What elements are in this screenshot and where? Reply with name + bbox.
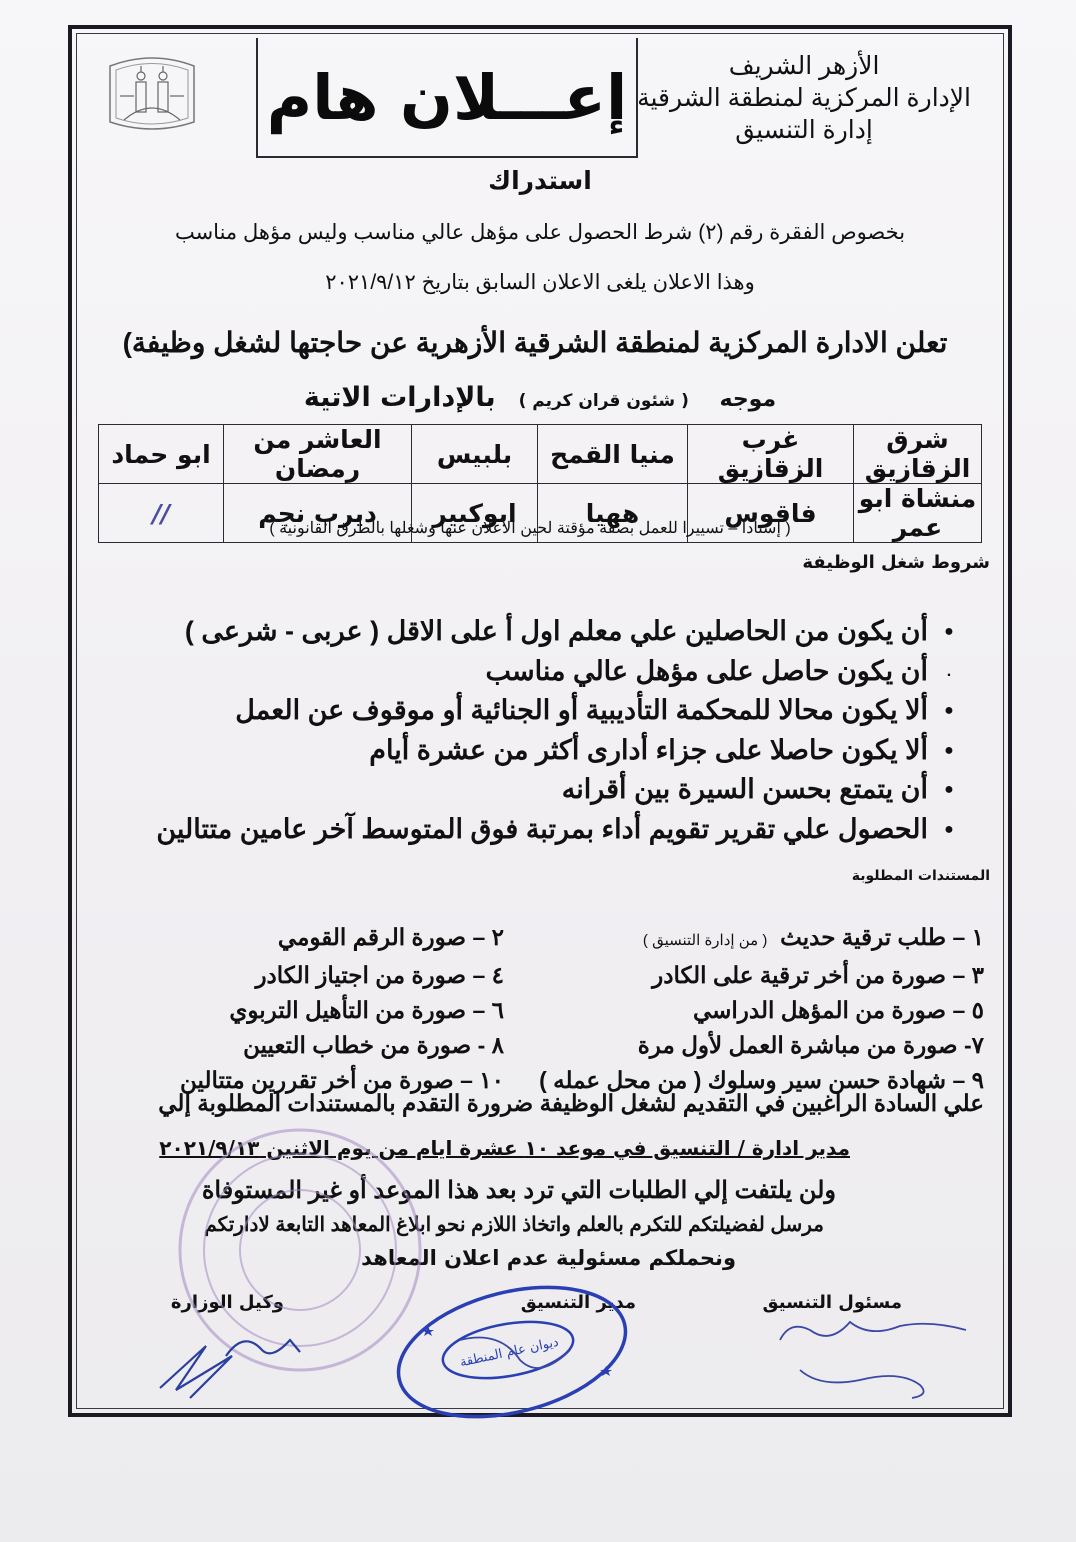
condition-text: أن يكون حاصل على مؤهل عالي مناسب bbox=[485, 655, 928, 686]
conditions-heading: شروط شغل الوظيفة bbox=[802, 552, 990, 573]
document-item: ٩ – شهادة حسن سير وسلوك ( من محل عمله ) bbox=[539, 1067, 984, 1093]
bullet-icon: . bbox=[946, 662, 952, 680]
condition-text: أن يتمتع بحسن السيرة بين أقرانه bbox=[561, 774, 928, 804]
document-item: ١٠ – صورة من أخر تقررين متتالين bbox=[180, 1067, 504, 1093]
list-item bbox=[136, 770, 956, 810]
list-item bbox=[104, 920, 984, 958]
svg-text:ديوان عام المنطقة: ديوان عام المنطقة bbox=[458, 1334, 561, 1371]
signature-label-coordinator: مسئول التنسيق bbox=[762, 1292, 902, 1313]
bullet-icon: ● bbox=[944, 820, 954, 838]
document-item: ٢ – صورة الرقم القومي bbox=[277, 924, 504, 950]
list-item bbox=[136, 691, 956, 731]
list-item bbox=[104, 958, 984, 993]
document-item: ٦ – صورة من التأهيل التربوي bbox=[229, 997, 504, 1023]
table-cell: ابو حماد bbox=[99, 425, 224, 484]
list-item bbox=[136, 652, 956, 692]
table-cell: ديرب نجم bbox=[224, 484, 412, 543]
correction-note: بخصوص الفقرة رقم (٢) شرط الحصول على مؤهل عالي مناسب وليس مؤهل مناسب bbox=[174, 221, 906, 244]
condition-text: ألا يكون محالا للمحكمة التأديبية أو الجنائية أو موقوف عن العمل bbox=[235, 695, 928, 725]
org-header bbox=[637, 50, 971, 146]
subtitle: استدراك bbox=[488, 166, 592, 195]
table-row bbox=[99, 425, 982, 484]
list-item bbox=[136, 612, 956, 652]
role-name: ( شئون قران كريم ) bbox=[518, 391, 689, 411]
org-line-central-admin: الإدارة المركزية لمنطقة الشرقية bbox=[637, 84, 971, 112]
late-applications-note: ولن يلتفت إلي الطلبات التي ترد بعد هذا الموعد أو غير المستوفاة bbox=[201, 1177, 836, 1204]
role-prefix: موجه bbox=[719, 387, 777, 412]
role-suffix: بالإدارات الاتية bbox=[303, 382, 496, 413]
list-item bbox=[104, 993, 984, 1028]
table-cell: ابوكبير bbox=[412, 484, 538, 543]
document-item: ١ – طلب ترقية حديث bbox=[780, 924, 984, 950]
table-cell: شرق الزقازيق bbox=[854, 425, 982, 484]
al-azhar-logo-icon bbox=[104, 52, 200, 134]
list-item bbox=[136, 810, 956, 850]
signature-label-director: مدير التنسيق bbox=[520, 1292, 636, 1313]
document-item: ٧- صورة من مباشرة العمل لأول مرة bbox=[637, 1032, 984, 1058]
document-item: ٤ – صورة من اجتياز الكادر bbox=[255, 962, 504, 988]
title-box bbox=[256, 38, 638, 158]
announcement-text: تعلن الادارة المركزية لمنطقة الشرقية الأزهرية عن حاجتها لشغل وظيفة) bbox=[122, 327, 948, 358]
bullet-icon: ● bbox=[944, 781, 954, 798]
document-item: ٣ – صورة من أخر ترقية على الكادر bbox=[652, 962, 984, 988]
signature-label-deputy: وكيل الوزارة bbox=[170, 1292, 284, 1313]
documents-heading: المستندات المطلوبة bbox=[851, 868, 990, 884]
table-cell: العاشر من رمضان bbox=[224, 425, 412, 484]
document-item: ٥ – صورة من المؤهل الدراسي bbox=[692, 997, 984, 1023]
org-line-azhar: الأزهر الشريف bbox=[728, 52, 880, 80]
org-line-coordination: إدارة التنسيق bbox=[735, 116, 873, 144]
list-item bbox=[104, 1028, 984, 1063]
sent-note: مرسل لفضيلتكم للتكرم بالعلم واتخاذ اللازم نحو ابلاغ المعاهد التابعة لادارتكم bbox=[204, 1214, 824, 1236]
documents-list bbox=[104, 920, 984, 1098]
deadline: مدير ادارة / التنسيق في موعد ١٠ عشرة ايام من يوم الاثنين ٢٠٢١/٩/١٣ bbox=[159, 1136, 850, 1160]
empty-cell-mark: // bbox=[99, 484, 224, 543]
table-cell: فاقوس bbox=[688, 484, 854, 543]
condition-text: الحصول علي تقرير تقويم أداء بمرتبة فوق المتوسط آخر عامين متتالين bbox=[156, 813, 928, 844]
table-note: ( إسنادا – تسييرا للعمل بصفة مؤقتة لحين الاعلان عنها وشغلها بالطرق القانونية ) bbox=[269, 520, 791, 537]
page-title: إعـــلان هام bbox=[266, 60, 628, 134]
condition-text: ألا يكون حاصلا على جزاء أدارى أكثر من عشرة أيام bbox=[369, 734, 928, 765]
condition-text: أن يكون من الحاصلين علي معلم اول أ على الاقل ( عربى - شرعى ) bbox=[184, 616, 928, 646]
bullet-icon: ● bbox=[944, 623, 954, 640]
list-item bbox=[136, 731, 956, 771]
table-cell: ههيا bbox=[538, 484, 688, 543]
apply-instruction: علي السادة الراغبين في التقديم لشغل الوظيفة ضرورة التقدم بالمستندات المطلوبة إلي bbox=[158, 1090, 984, 1116]
conditions-list bbox=[136, 612, 956, 849]
table-cell: منيا القمح bbox=[538, 425, 688, 484]
bullet-icon: ● bbox=[944, 741, 954, 759]
cancellation-note: وهذا الاعلان يلغى الاعلان السابق بتاريخ ٢٠٢١/٩/١٢ bbox=[325, 271, 755, 294]
bullet-icon: ● bbox=[944, 702, 954, 719]
table-cell: بلبيس bbox=[412, 425, 538, 484]
table-cell: غرب الزقازيق bbox=[688, 425, 854, 484]
role-line bbox=[90, 382, 990, 413]
document-item: ٨ - صورة من خطاب التعيين bbox=[243, 1032, 504, 1058]
document-aside: ( من إدارة التنسيق ) bbox=[642, 932, 768, 949]
table-cell: منشاة ابو عمر bbox=[854, 484, 982, 543]
responsibility-note: ونحملكم مسئولية عدم اعلان المعاهد bbox=[361, 1246, 736, 1270]
